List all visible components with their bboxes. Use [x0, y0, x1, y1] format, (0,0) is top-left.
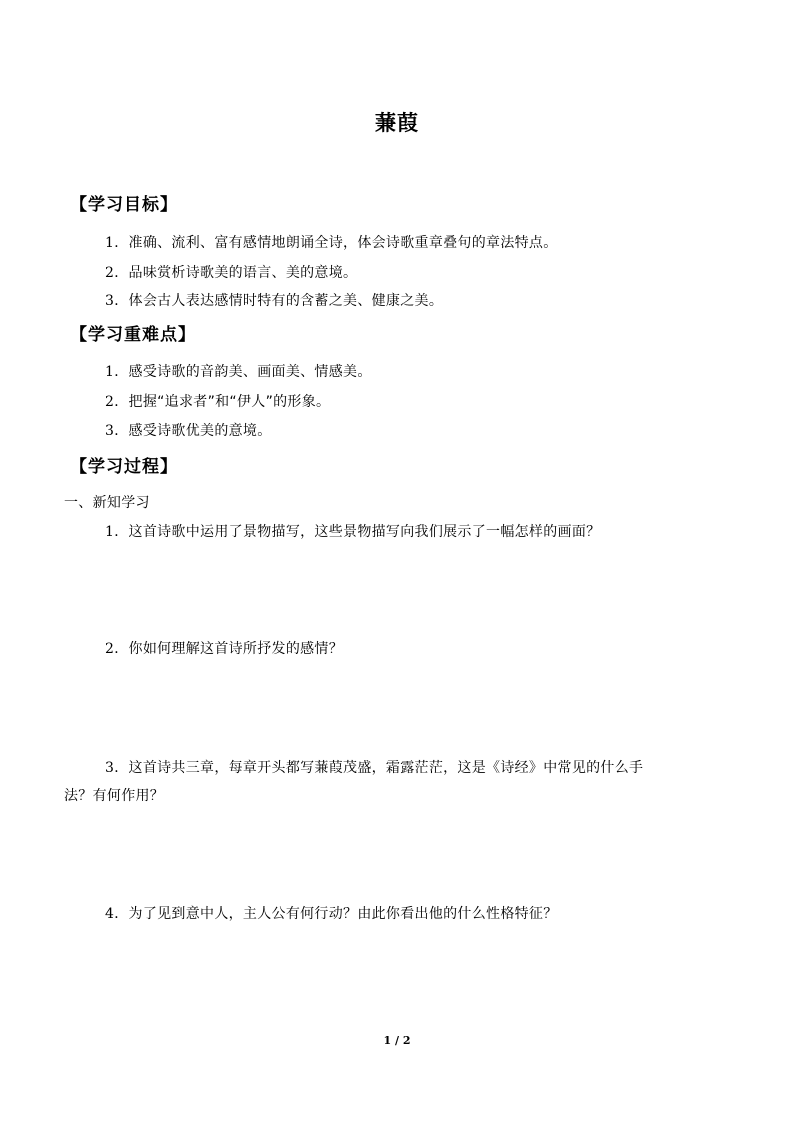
key-points-heading: 【学习重难点】 [70, 325, 196, 345]
question-2-num: 2． [105, 641, 129, 657]
process-heading: 【学习过程】 [70, 457, 178, 477]
objective-item-2-text: 品味赏析诗歌美的语言、美的意境。 [128, 265, 358, 281]
key-point-item-2-text: 把握“追求者”和“伊人”的形象。 [128, 394, 331, 410]
question-4-num: 4． [105, 906, 129, 922]
objective-item-3-text: 体会古人表达感情时特有的含蓄之美、健康之美。 [128, 293, 444, 309]
objective-item-2 [105, 262, 357, 282]
key-point-item-3-num: 3． [105, 423, 129, 439]
page-number: 1 / 2 [383, 1034, 411, 1047]
objective-item-3-num: 3． [105, 293, 129, 309]
key-point-item-1-num: 1． [105, 364, 129, 380]
question-4-text: 为了见到意中人，主人公有何行动？由此你看出他的什么性格特征？ [128, 906, 558, 922]
question-1 [105, 521, 600, 541]
question-4 [105, 903, 558, 923]
question-3-text: 这首诗共三章，每章开头都写蒹葭茂盛，霜露茫茫，这是《诗经》中常见的什么手 [128, 760, 644, 776]
objective-item-1-text: 准确、流利、富有感情地朗诵全诗，体会诗歌重章叠句的章法特点。 [128, 235, 558, 251]
question-3 [105, 757, 643, 777]
key-point-item-2 [105, 391, 330, 411]
objective-item-1 [105, 232, 558, 252]
objectives-heading: 【学习目标】 [70, 195, 178, 215]
key-point-item-1 [105, 361, 372, 381]
key-point-item-1-text: 感受诗歌的音韵美、画面美、情感美。 [128, 364, 372, 380]
question-2-text: 你如何理解这首诗所抒发的感情？ [128, 641, 344, 657]
objective-item-1-num: 1． [105, 235, 129, 251]
key-point-item-2-num: 2． [105, 394, 129, 410]
question-2 [105, 638, 343, 658]
key-point-item-3 [105, 420, 272, 440]
process-section-title: 一、新知学习 [64, 495, 150, 511]
objective-item-3 [105, 290, 443, 310]
question-3-continuation: 法？有何作用？ [64, 788, 165, 804]
question-1-num: 1． [105, 524, 129, 540]
question-1-text: 这首诗歌中运用了景物描写，这些景物描写向我们展示了一幅怎样的画面？ [128, 524, 601, 540]
objective-item-2-num: 2． [105, 265, 129, 281]
question-3-num: 3． [105, 760, 129, 776]
key-point-item-3-text: 感受诗歌优美的意境。 [128, 423, 272, 439]
document-title: 蒹葭 [375, 111, 419, 135]
